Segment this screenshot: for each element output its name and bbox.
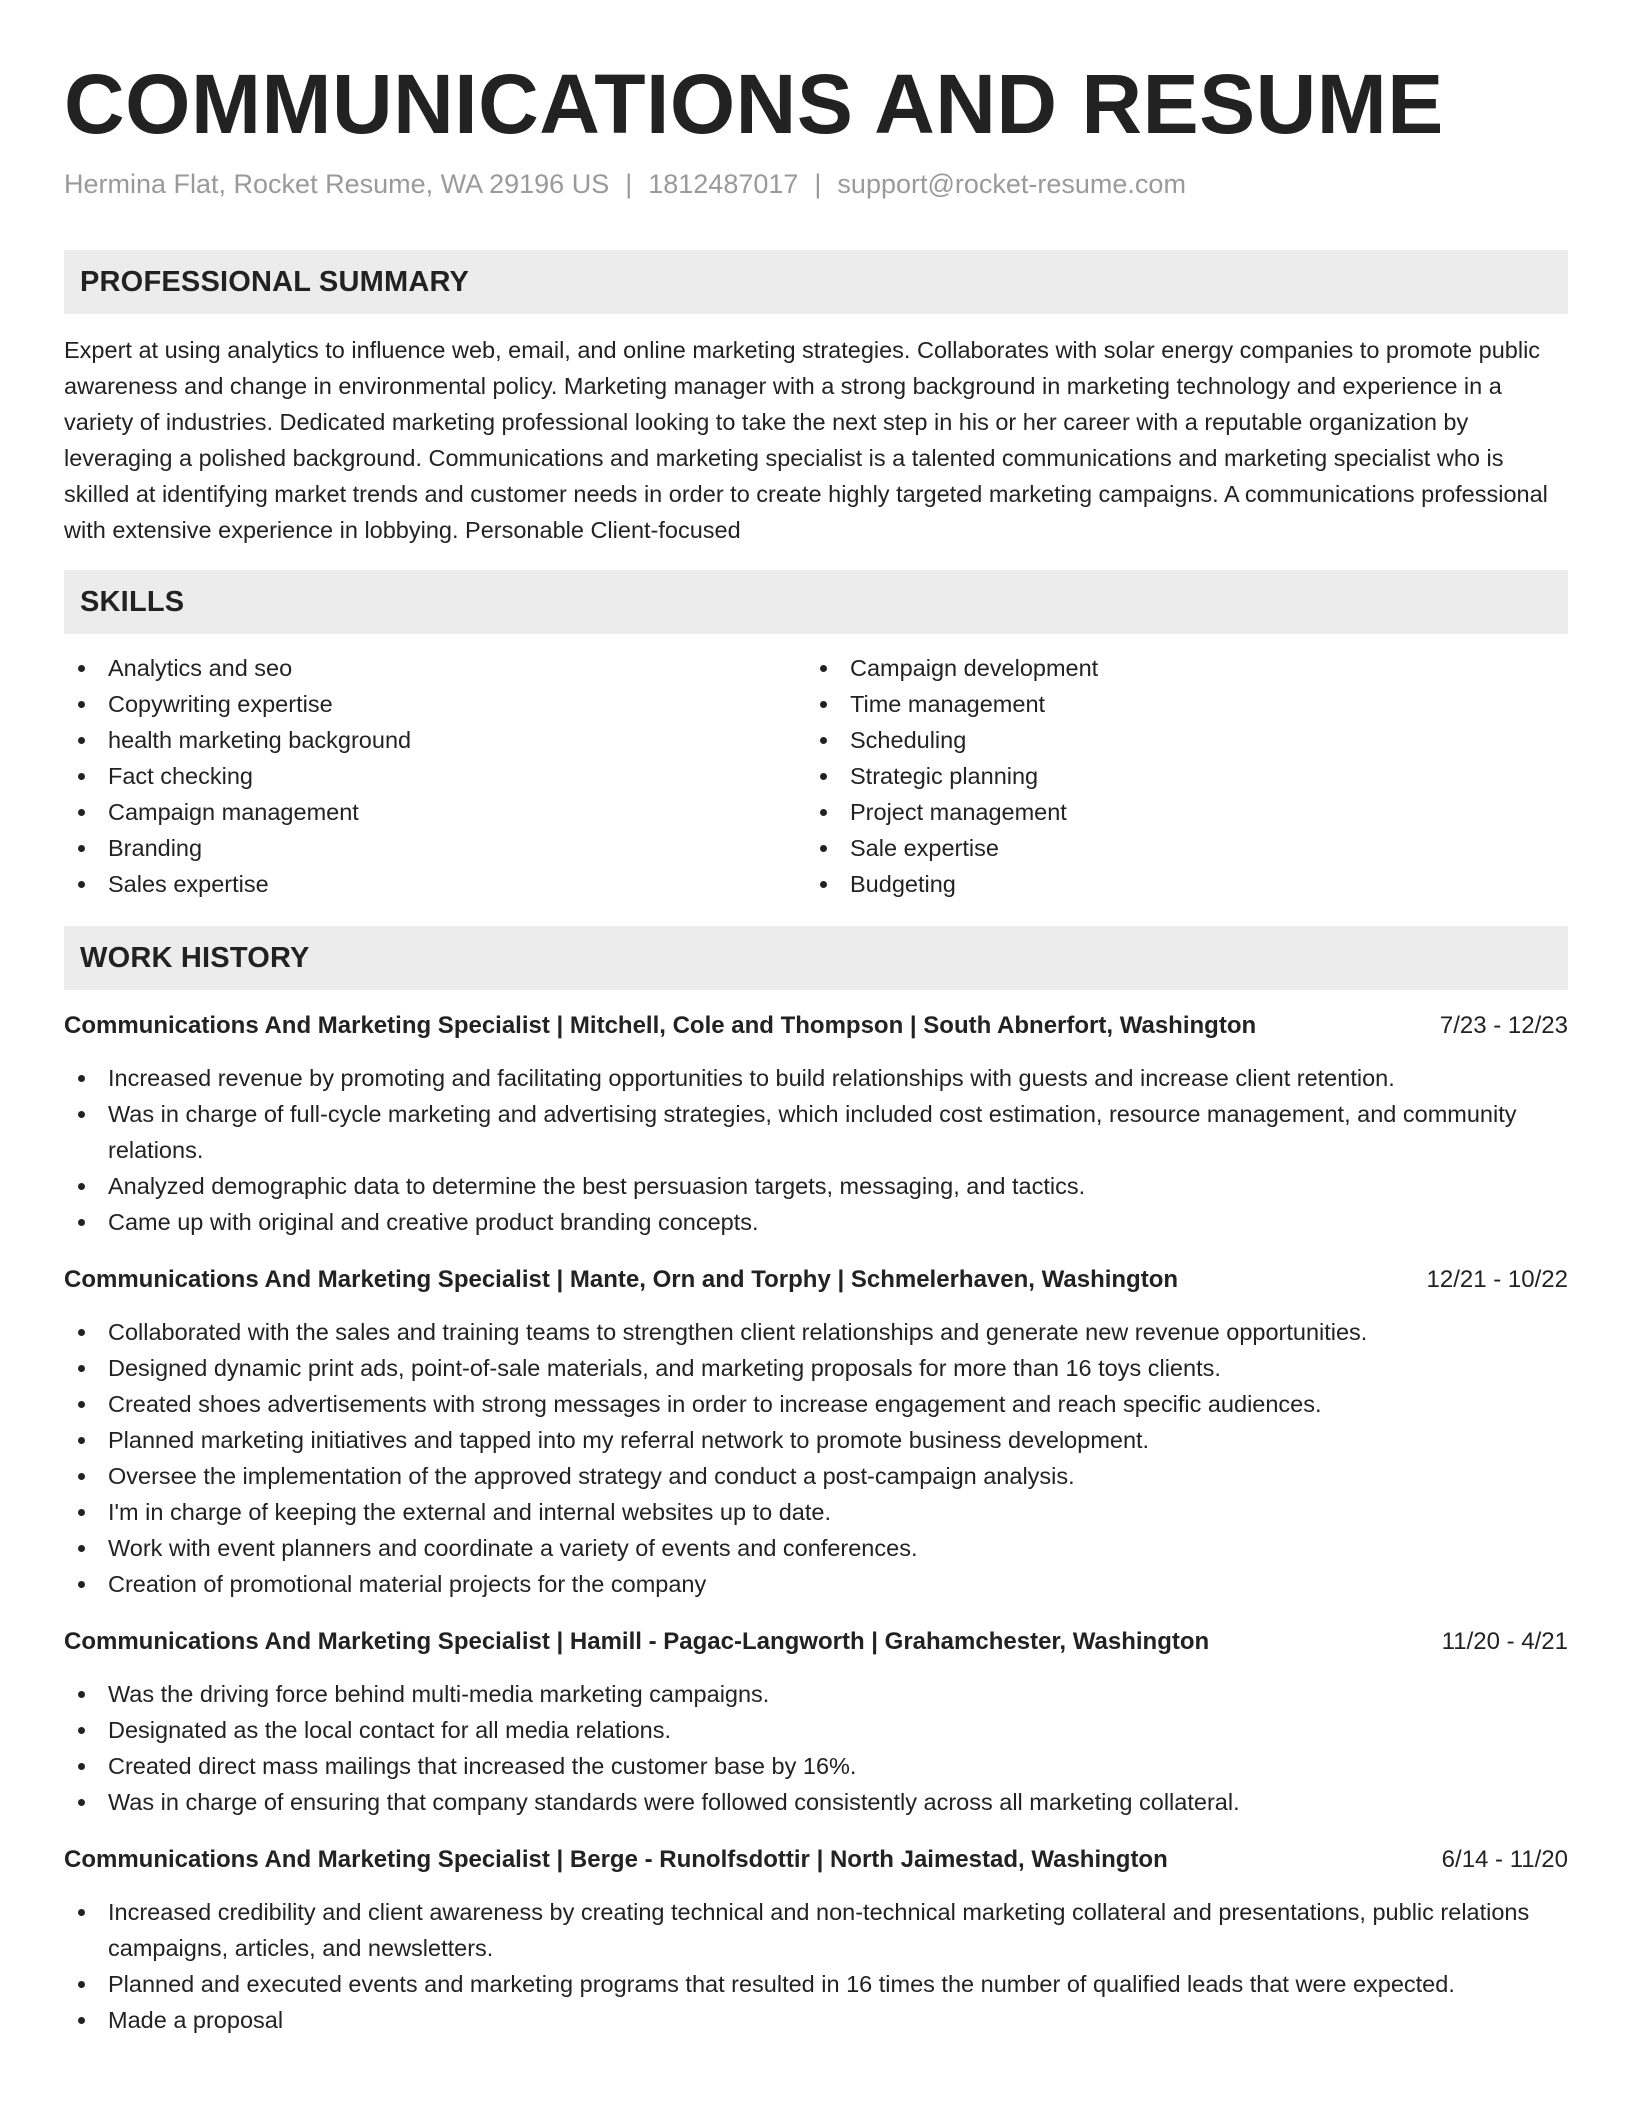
job-bullet: Planned and executed events and marketing programs that resulted in 16 times the number of qualified leads that were expected. <box>64 1966 1568 2002</box>
section-header-summary: PROFESSIONAL SUMMARY <box>64 250 1568 314</box>
job-dates: 7/23 - 12/23 <box>1439 1012 1568 1039</box>
skills-list-left <box>64 650 806 902</box>
job-bullet: Increased credibility and client awareness by creating technical and non-technical marketing collateral and presentations, public relations campaigns, articles, and newsletters. <box>64 1894 1568 1966</box>
contact-line <box>64 166 1568 202</box>
contact-separator: | <box>814 169 822 199</box>
job-bullet: Creation of promotional material projects for the company <box>64 1566 1568 1602</box>
job-dates: 6/14 - 11/20 <box>1441 1846 1568 1873</box>
skill-item: Analytics and seo <box>64 650 806 686</box>
contact-phone: 1812487017 <box>648 169 799 199</box>
section-header-skills: SKILLS <box>64 570 1568 634</box>
job-title: Communications And Marketing Specialist | Hamill - Pagac-Langworth | Grahamchester, Washington <box>64 1628 1210 1655</box>
skill-item: Sales expertise <box>64 866 806 902</box>
summary-text: Expert at using analytics to influence web, email, and online marketing strategies. Collaborates with solar energy companies to promote public awareness and change in environmental policy. Marketing manager with a strong background in marketing technology and experience in a variety of industries. Dedicated marketing professional looking to take the next step in his or her career with a reputable organization by leveraging a polished background. Communications and marketing specialist is a talented communications and marketing specialist who is skilled at identifying market trends and customer needs in order to create highly targeted marketing campaigns. A communications professional with extensive experience in lobbying. Personable Client-focused <box>64 337 1548 543</box>
section-header-work-history: WORK HISTORY <box>64 926 1568 990</box>
job-bullets <box>64 1060 1568 1240</box>
skill-item: Budgeting <box>806 866 1548 902</box>
job-bullet: Analyzed demographic data to determine the best persuasion targets, messaging, and tactics. <box>64 1168 1568 1204</box>
contact-address: Hermina Flat, Rocket Resume, WA 29196 US <box>64 169 610 199</box>
job-bullet: Collaborated with the sales and training teams to strengthen client relationships and generate new revenue opportunities. <box>64 1314 1568 1350</box>
skill-item: Fact checking <box>64 758 806 794</box>
resume-page <box>64 54 1568 2038</box>
resume-name: COMMUNICATIONS AND RESUME <box>64 57 1444 151</box>
job-entry <box>64 1262 1568 1602</box>
skill-item: Campaign development <box>806 650 1548 686</box>
job-bullet: I'm in charge of keeping the external and internal websites up to date. <box>64 1494 1568 1530</box>
skill-item: Branding <box>64 830 806 866</box>
job-bullet: Came up with original and creative product branding concepts. <box>64 1204 1568 1240</box>
skill-item: Copywriting expertise <box>64 686 806 722</box>
job-bullet: Was in charge of ensuring that company standards were followed consistently across all marketing collateral. <box>64 1784 1568 1820</box>
job-bullet: Created shoes advertisements with strong messages in order to increase engagement and reach specific audiences. <box>64 1386 1568 1422</box>
job-header <box>64 1842 1568 1878</box>
job-bullet: Designed dynamic print ads, point-of-sale materials, and marketing proposals for more than 16 toys clients. <box>64 1350 1568 1386</box>
job-bullet: Oversee the implementation of the approved strategy and conduct a post-campaign analysis. <box>64 1458 1568 1494</box>
job-title: Communications And Marketing Specialist | Berge - Runolfsdottir | North Jaimestad, Washington <box>64 1846 1168 1873</box>
job-dates: 11/20 - 4/21 <box>1441 1628 1568 1655</box>
job-entry <box>64 1842 1568 2038</box>
job-bullet: Created direct mass mailings that increased the customer base by 16%. <box>64 1748 1568 1784</box>
job-entry <box>64 1624 1568 1820</box>
skills-columns <box>64 650 1568 902</box>
job-bullets <box>64 1314 1568 1602</box>
job-header <box>64 1624 1568 1660</box>
skill-item: Time management <box>806 686 1548 722</box>
job-title: Communications And Marketing Specialist | Mante, Orn and Torphy | Schmelerhaven, Washington <box>64 1266 1179 1293</box>
skill-item: health marketing background <box>64 722 806 758</box>
skill-item: Sale expertise <box>806 830 1548 866</box>
job-header <box>64 1262 1568 1298</box>
work-history-list <box>64 1008 1568 2038</box>
job-bullet: Was the driving force behind multi-media marketing campaigns. <box>64 1676 1568 1712</box>
job-bullet: Planned marketing initiatives and tapped into my referral network to promote business development. <box>64 1422 1568 1458</box>
skills-list-right <box>806 650 1548 902</box>
job-bullet: Designated as the local contact for all media relations. <box>64 1712 1568 1748</box>
job-bullet: Increased revenue by promoting and facilitating opportunities to build relationships with guests and increase client retention. <box>64 1060 1568 1096</box>
job-bullet: Was in charge of full-cycle marketing and advertising strategies, which included cost estimation, resource management, and community relations. <box>64 1096 1568 1168</box>
skill-item: Scheduling <box>806 722 1548 758</box>
skill-item: Campaign management <box>64 794 806 830</box>
job-dates: 12/21 - 10/22 <box>1426 1266 1568 1293</box>
job-bullets <box>64 1894 1568 2038</box>
job-entry <box>64 1008 1568 1240</box>
job-header <box>64 1008 1568 1044</box>
job-bullet: Made a proposal <box>64 2002 1568 2038</box>
contact-email: support@rocket-resume.com <box>837 169 1186 199</box>
job-title: Communications And Marketing Specialist | Mitchell, Cole and Thompson | South Abnerfort, Washington <box>64 1012 1257 1039</box>
skill-item: Project management <box>806 794 1548 830</box>
job-bullet: Work with event planners and coordinate a variety of events and conferences. <box>64 1530 1568 1566</box>
skill-item: Strategic planning <box>806 758 1548 794</box>
contact-separator: | <box>625 169 633 199</box>
job-bullets <box>64 1676 1568 1820</box>
